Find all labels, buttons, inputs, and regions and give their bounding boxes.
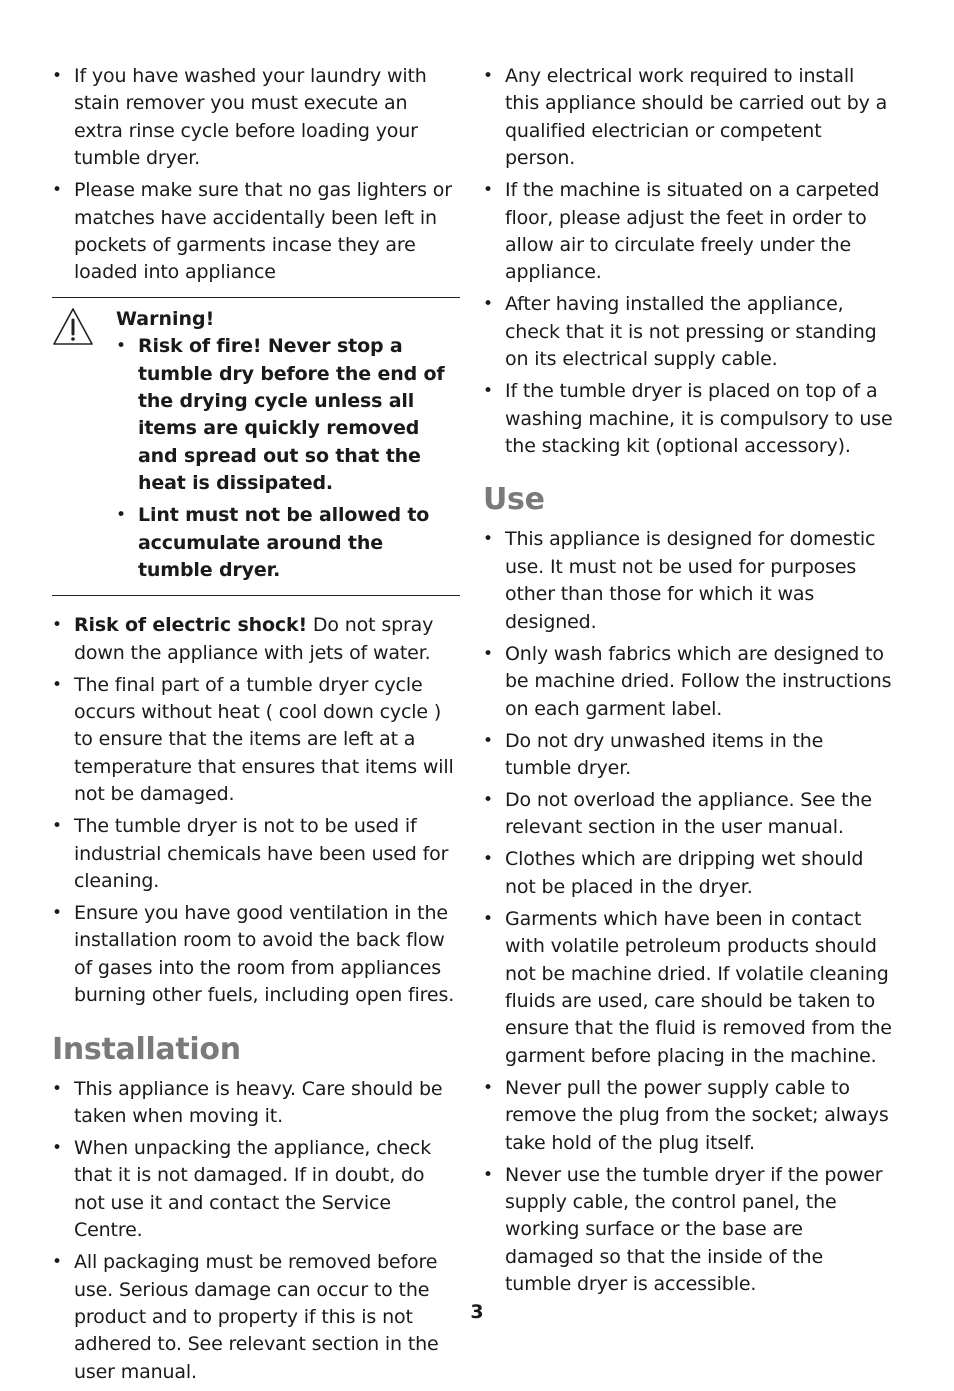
- page-number: 3: [470, 1301, 484, 1323]
- precautions-list: [52, 63, 460, 287]
- use-list: [483, 526, 893, 1298]
- warning-content: [116, 306, 460, 585]
- list-item: • Never use the tumble dryer if the power supply cable, the control panel, the working surface or the base are damaged so that the inside of the tumble dryer is accessible.: [483, 1162, 893, 1299]
- list-item: • All packaging must be removed before use. Serious damage can occur to the product and to property if this is not adhered to. See relevant section in the user manual.: [52, 1249, 460, 1386]
- list-item-electric-shock: [52, 612, 460, 667]
- list-item: • When unpacking the appliance, check that it is not damaged. If in doubt, do not use it and contact the Service Centre.: [52, 1135, 460, 1245]
- list-item: • If you have washed your laundry with stain remover you must execute an extra rinse cycle before loading your tumble dryer.: [52, 63, 460, 173]
- list-item: • If the machine is situated on a carpeted floor, please adjust the feet in order to allow air to circulate freely under the appliance.: [483, 177, 893, 287]
- list-item: • Do not overload the appliance. See the relevant section in the user manual.: [483, 787, 893, 842]
- warning-item: • Risk of fire! Never stop a tumble dry before the end of the drying cycle unless all items are quickly removed and spread out so that the heat is dissipated.: [116, 333, 460, 497]
- list-item: • Do not dry unwashed items in the tumble dryer.: [483, 728, 893, 783]
- list-item: • The tumble dryer is not to be used if industrial chemicals have been used for cleaning.: [52, 813, 460, 895]
- warning-triangle-icon: [52, 307, 94, 347]
- list-item: • Never pull the power supply cable to remove the plug from the socket; always take hold of the plug itself.: [483, 1075, 893, 1157]
- list-item: • Only wash fabrics which are designed to be machine dried. Follow the instructions on each garment label.: [483, 641, 893, 723]
- safety-list: [52, 612, 460, 1009]
- warning-list: [116, 333, 460, 584]
- warning-title: Warning!: [116, 307, 215, 330]
- list-item: • If the tumble dryer is placed on top of a washing machine, it is compulsory to use the stacking kit (optional accessory).: [483, 378, 893, 460]
- installation-heading: Installation: [52, 1031, 241, 1067]
- electric-shock-label: Risk of electric shock!: [74, 614, 308, 637]
- installation-list: [52, 1076, 460, 1387]
- list-item: • Clothes which are dripping wet should not be placed in the dryer.: [483, 846, 893, 901]
- list-item: • This appliance is designed for domestic use. It must not be used for purposes other than those for which it was designed.: [483, 526, 893, 636]
- installation-continued-list: [483, 63, 893, 460]
- left-column: [52, 63, 460, 1391]
- electric-shock-text: Do not spray down the appliance with jets of water.: [74, 614, 434, 664]
- list-item: • After having installed the appliance, check that it is not pressing or standing on its electrical supply cable.: [483, 291, 893, 373]
- list-item: • Please make sure that no gas lighters or matches have accidentally been left in pockets of garments incase they are loaded into appliance: [52, 177, 460, 287]
- list-item: • Garments which have been in contact with volatile petroleum products should not be machine dried. If volatile cleaning fluids are used, care should be taken to ensure that the fluid is removed from the garment before placing in the machine.: [483, 906, 893, 1070]
- list-item: • This appliance is heavy. Care should be taken when moving it.: [52, 1076, 460, 1131]
- use-heading: Use: [483, 482, 545, 518]
- list-item: • Any electrical work required to install this appliance should be carried out by a qualified electrician or competent person.: [483, 63, 893, 173]
- warning-box: [52, 297, 460, 596]
- right-column: [483, 63, 893, 1303]
- list-item: • Ensure you have good ventilation in the installation room to avoid the back flow of gases into the room from appliances burning other fuels, including open fires.: [52, 900, 460, 1010]
- warning-item: • Lint must not be allowed to accumulate around the tumble dryer.: [116, 502, 460, 584]
- list-item: • The final part of a tumble dryer cycle occurs without heat ( cool down cycle ) to ensure that the items are left at a temperature that ensures that items will not be damaged.: [52, 672, 460, 809]
